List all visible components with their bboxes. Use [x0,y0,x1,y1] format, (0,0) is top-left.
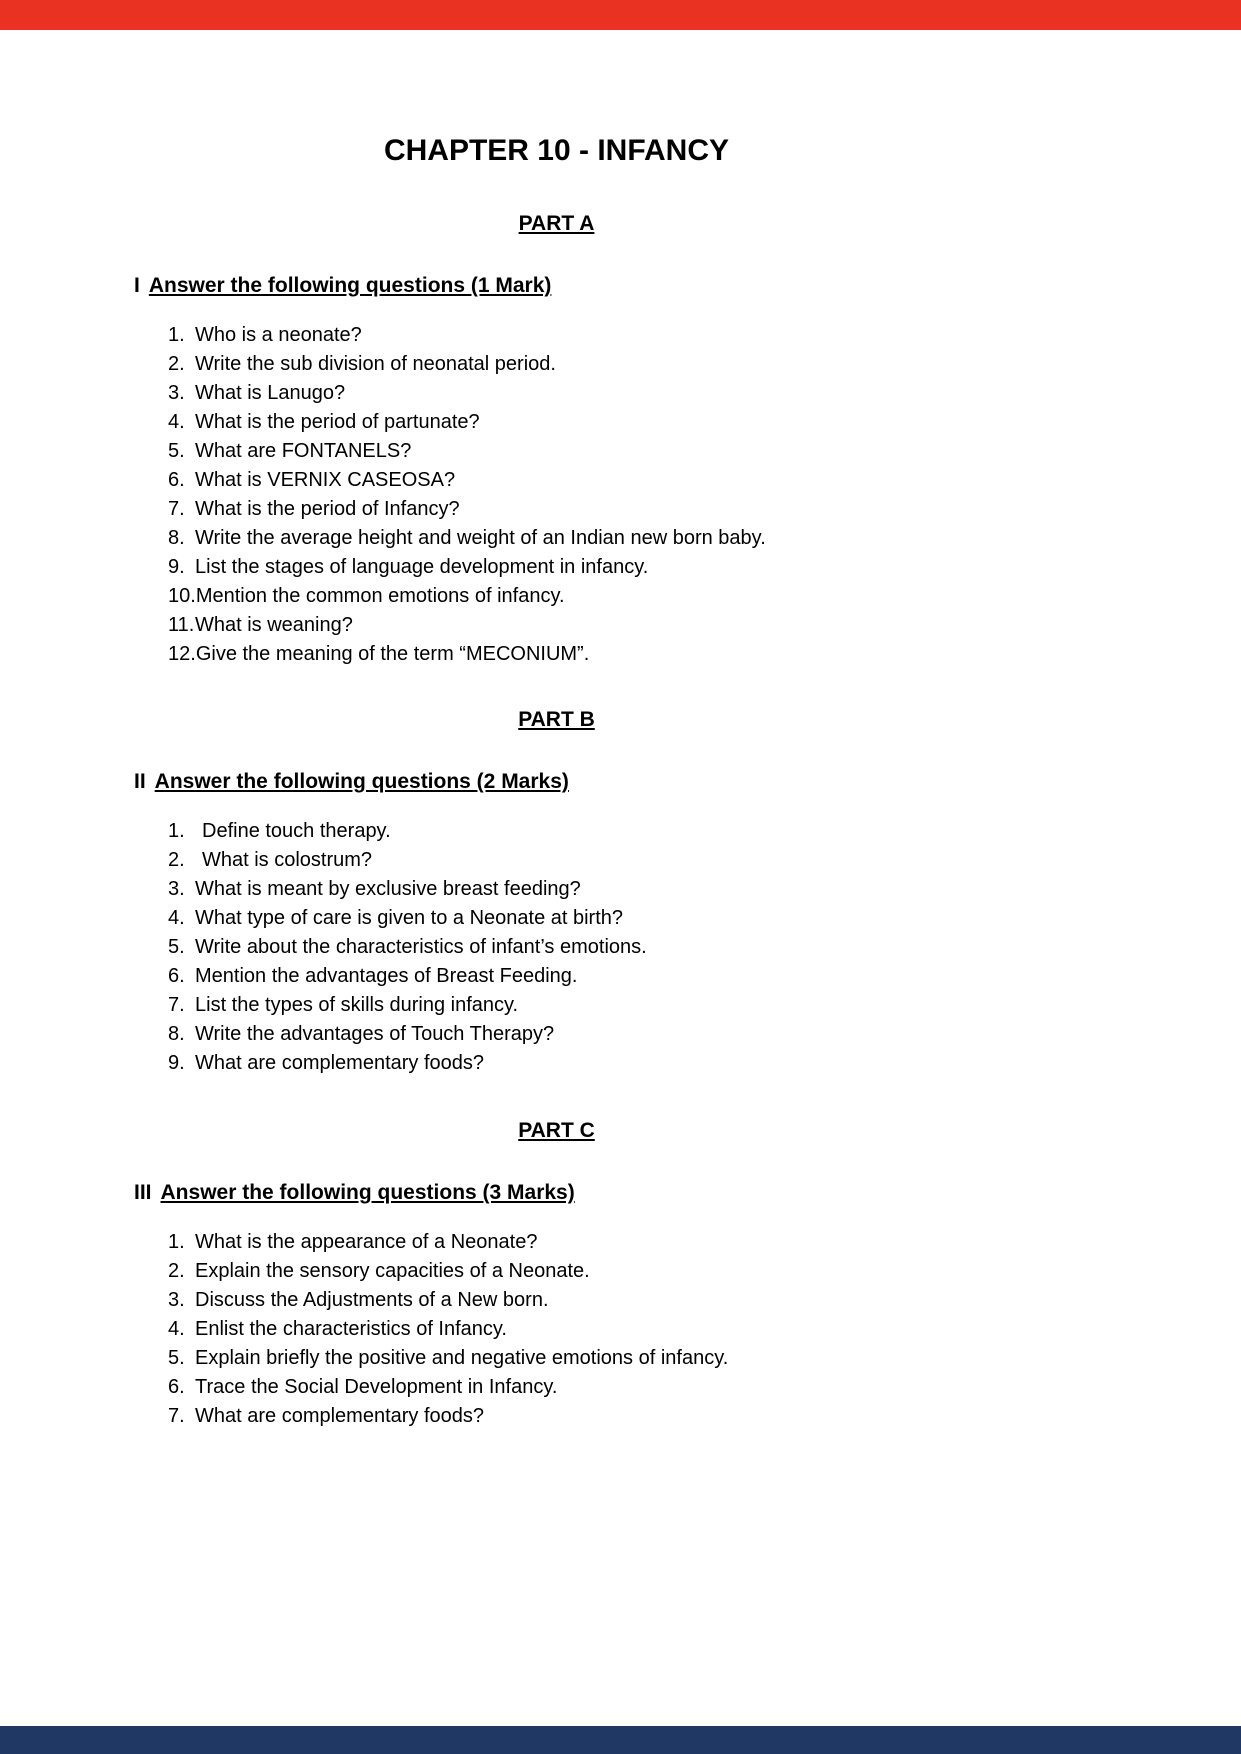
section-c-heading-text: Answer the following questions (3 Marks) [160,1181,575,1204]
question-number: 5. [168,440,185,462]
question-number: 3. [168,878,185,900]
bottom-navy-bar [0,1726,1241,1754]
question-number: 6. [168,965,185,987]
question-number: 1. [168,324,185,346]
question-number: 7. [168,498,185,520]
part-a-label-text: PART A [518,212,595,235]
question-item [168,553,979,582]
question-item [168,1228,979,1257]
question-text: What is the appearance of a Neonate? [195,1231,538,1253]
question-number: 9. [168,1052,185,1074]
question-text: What are complementary foods? [195,1052,485,1074]
question-item [168,991,979,1020]
question-item [168,1402,979,1431]
question-item [168,582,979,611]
question-text: Define touch therapy. [202,820,391,842]
question-item [168,933,979,962]
question-text: Write about the characteristics of infant’s emotions. [195,936,647,958]
part-a-question-list [134,321,979,669]
part-b-label-text: PART B [518,708,595,731]
question-text: Mention the common emotions of infancy. [195,585,565,607]
question-item [168,379,979,408]
question-item [168,904,979,933]
question-item [168,846,979,875]
question-item [168,1257,979,1286]
question-text: What is colostrum? [202,849,373,871]
section-b-heading-text: Answer the following questions (2 Marks) [154,770,569,793]
part-c-question-list [134,1228,979,1431]
question-item [168,1286,979,1315]
question-item [168,350,979,379]
section-b [134,707,979,1078]
section-a-roman: I [134,274,140,297]
section-a-heading [134,273,979,299]
question-item [168,1020,979,1049]
question-item [168,408,979,437]
question-item [168,640,979,669]
question-text: Discuss the Adjustments of a New born. [195,1289,549,1311]
part-b-question-list [134,817,979,1078]
question-number: 3. [168,382,185,404]
question-number: 4. [168,411,185,433]
question-text: Write the sub division of neonatal period. [195,353,556,375]
question-number: 11. [168,614,195,636]
question-text: What are FONTANELS? [195,440,412,462]
part-c-label [134,1118,979,1144]
question-text: Write the advantages of Touch Therapy? [195,1023,555,1045]
question-item [168,1315,979,1344]
question-text: Give the meaning of the term “MECONIUM”. [195,643,590,665]
page-title: CHAPTER 10 - INFANCY [383,134,730,167]
question-item [168,495,979,524]
question-number: 2. [168,849,185,871]
question-item [168,1344,979,1373]
part-b-label [134,707,979,733]
part-c-label-text: PART C [518,1119,595,1142]
question-number: 4. [168,1318,185,1340]
question-item [168,875,979,904]
question-text: List the types of skills during infancy. [195,994,519,1016]
question-text: What is VERNIX CASEOSA? [195,469,456,491]
part-a-label [134,211,979,237]
question-number: 6. [168,469,185,491]
question-number: 8. [168,527,185,549]
question-number: 3. [168,1289,185,1311]
question-number: 2. [168,353,185,375]
question-text: Explain briefly the positive and negative emotions of infancy. [195,1347,729,1369]
section-b-heading [134,769,979,795]
question-text: Write the average height and weight of an Indian new born baby. [195,527,766,549]
question-text: Who is a neonate? [195,324,362,346]
section-a-heading-text: Answer the following questions (1 Mark) [148,274,552,297]
section-b-roman: II [134,770,146,793]
question-item [168,524,979,553]
question-number: 7. [168,1405,185,1427]
question-number: 5. [168,1347,185,1369]
question-item [168,962,979,991]
document-content [134,30,979,1431]
question-number: 10. [168,585,196,607]
question-text: Trace the Social Development in Infancy. [195,1376,558,1398]
question-number: 1. [168,1231,185,1253]
question-number: 1. [168,820,185,842]
section-c-heading [134,1180,979,1206]
question-text: What is meant by exclusive breast feeding? [195,878,581,900]
question-text: What are complementary foods? [195,1405,485,1427]
question-text: Enlist the characteristics of Infancy. [195,1318,507,1340]
question-item [168,466,979,495]
question-text: What is the period of partunate? [195,411,480,433]
question-text: Explain the sensory capacities of a Neonate. [195,1260,590,1282]
question-item [168,437,979,466]
question-text: What is Lanugo? [195,382,346,404]
question-text: What is the period of Infancy? [195,498,460,520]
question-number: 5. [168,936,185,958]
question-item [168,817,979,846]
question-text: Mention the advantages of Breast Feeding. [195,965,578,987]
question-text: What type of care is given to a Neonate at birth? [195,907,624,929]
question-item [168,1373,979,1402]
question-number: 12. [168,643,196,665]
question-number: 2. [168,1260,185,1282]
question-item [168,611,979,640]
question-number: 4. [168,907,185,929]
question-text: List the stages of language development in infancy. [195,556,649,578]
top-red-bar [0,0,1241,30]
section-c-roman: III [134,1181,152,1204]
question-text: What is weaning? [195,614,353,636]
question-number: 7. [168,994,185,1016]
question-item [168,1049,979,1078]
question-number: 6. [168,1376,185,1398]
question-item [168,321,979,350]
question-number: 9. [168,556,185,578]
question-number: 8. [168,1023,185,1045]
